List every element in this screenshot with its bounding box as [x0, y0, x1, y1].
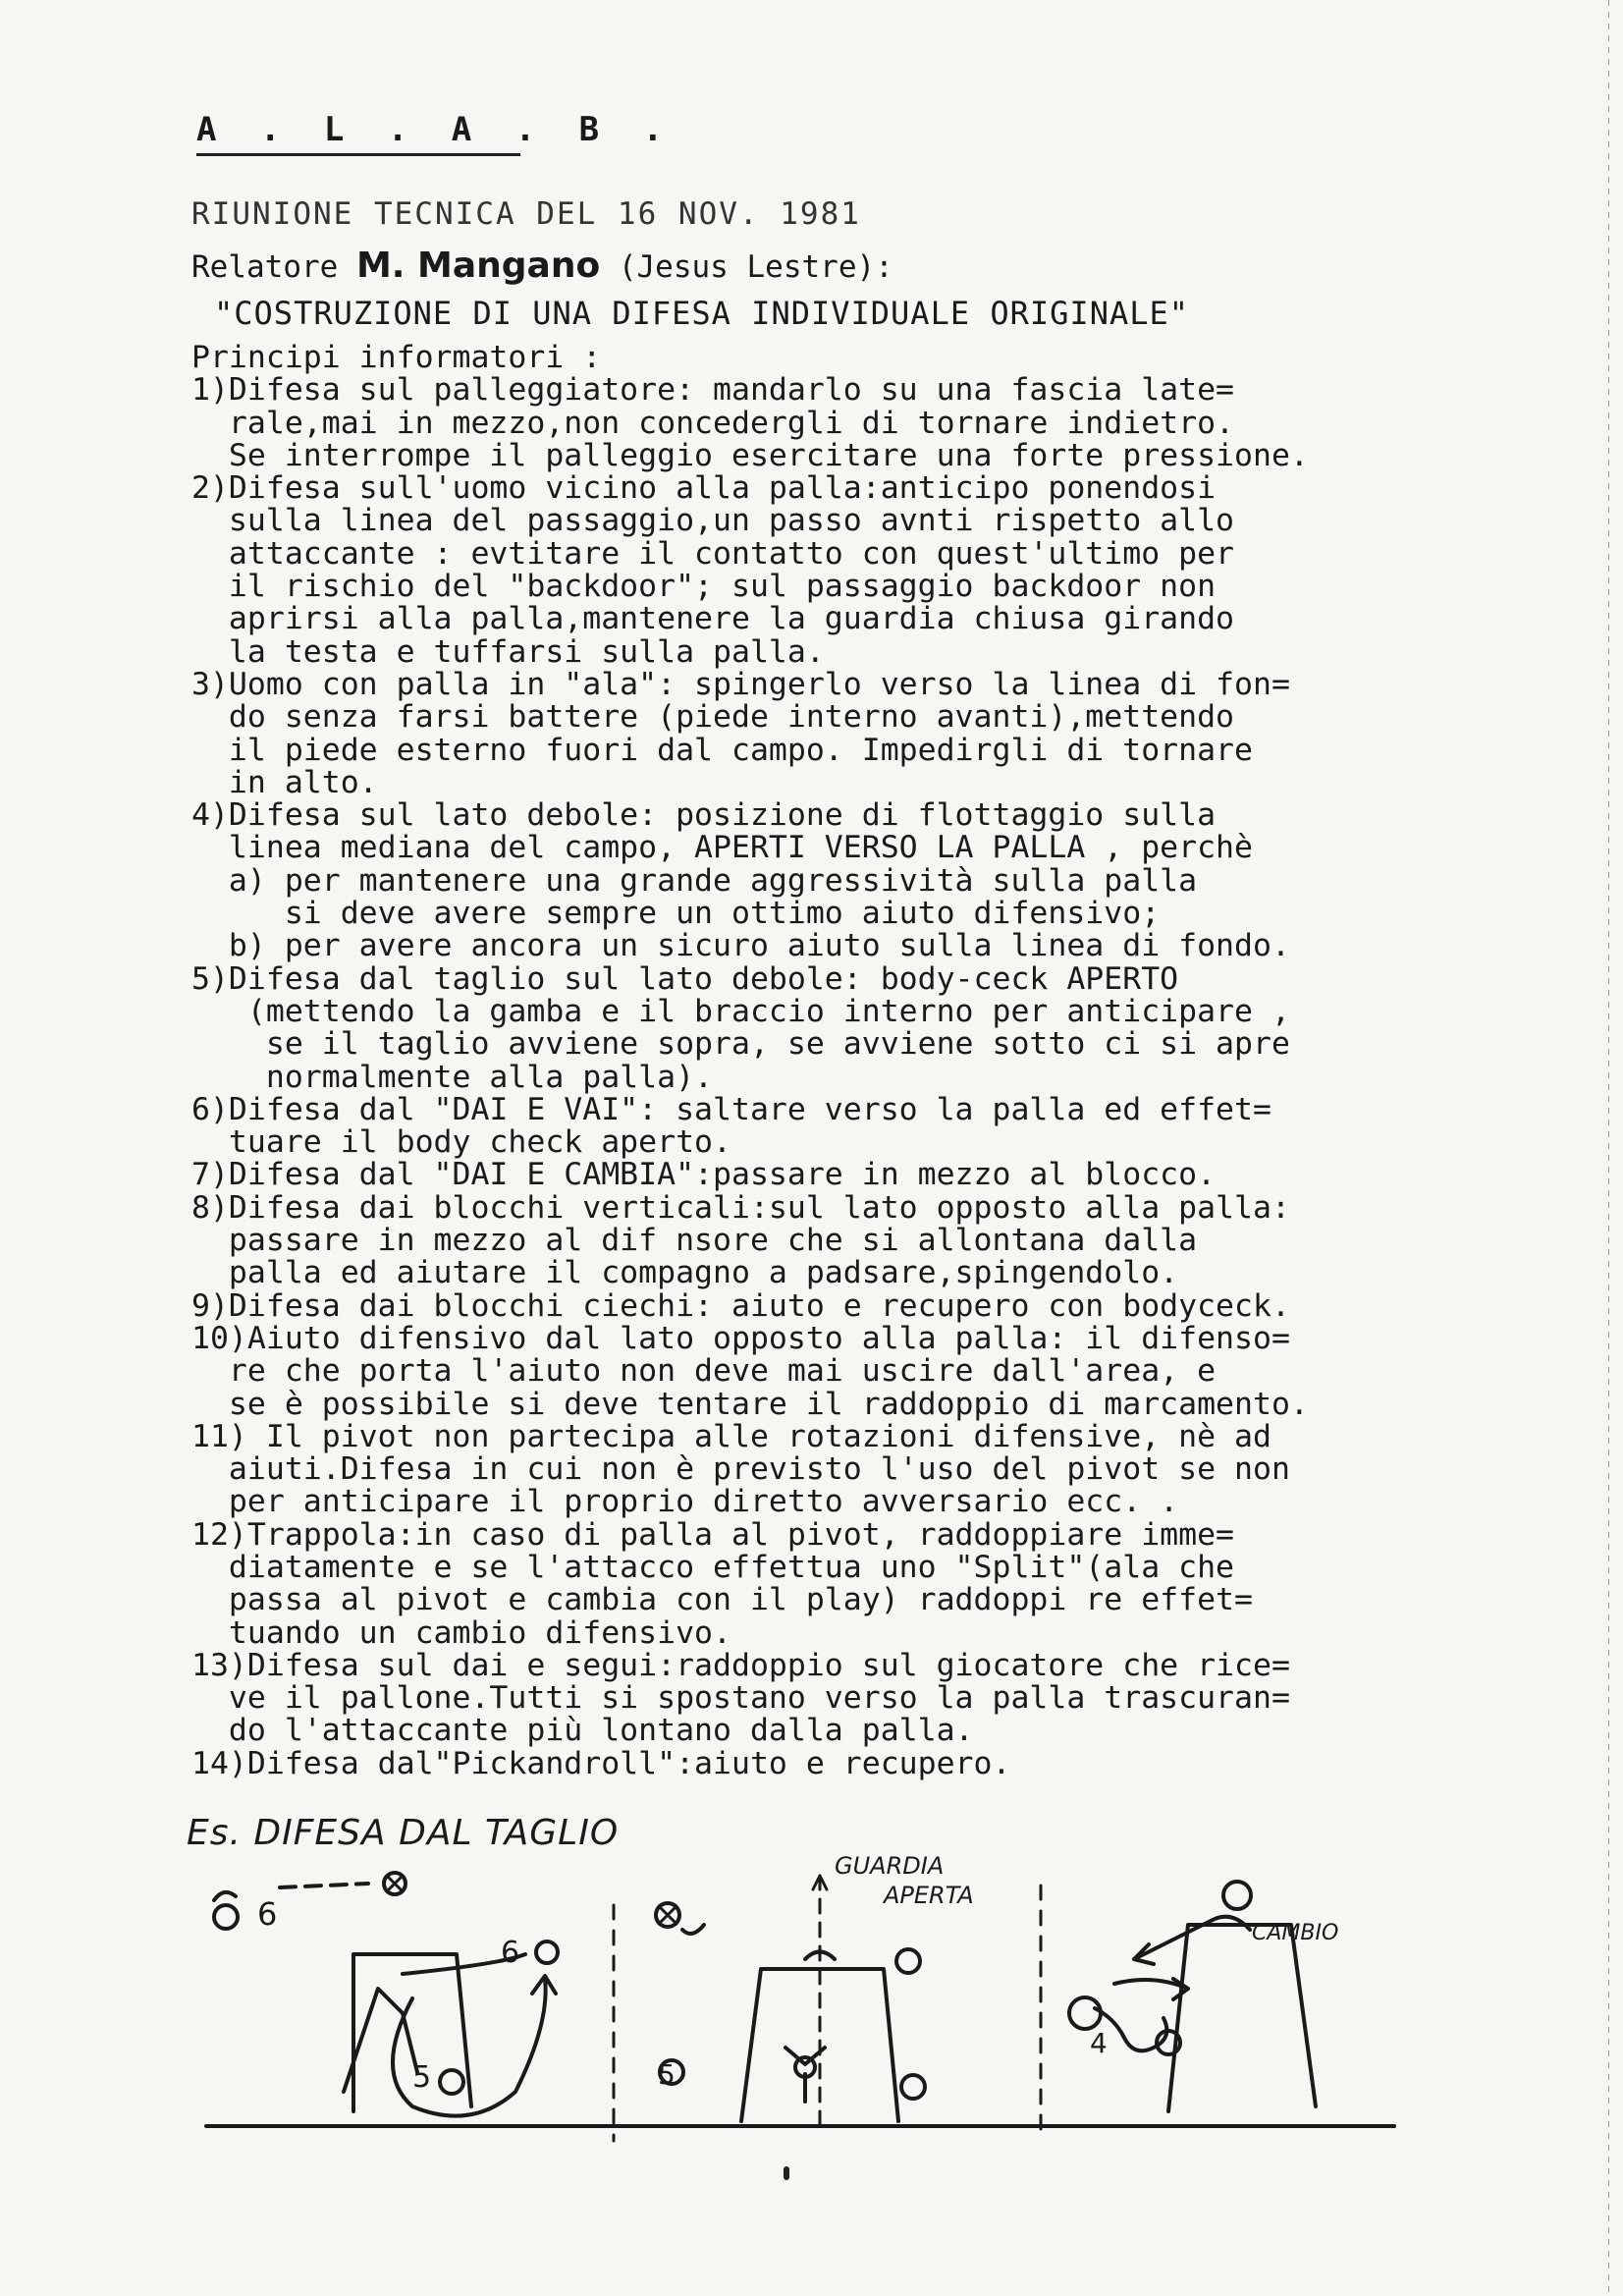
text-line: aiuti.Difesa in cui non è previsto l'uso del pivot se non [191, 1451, 1290, 1488]
text-line: la testa e tuffarsi sulla palla. [191, 633, 825, 670]
relator-prefix: Relatore [191, 249, 339, 285]
ball-icon [1069, 1997, 1101, 2029]
page-mark [784, 2166, 789, 2180]
text-line: passa al pivot e cambia con il play) raddoppi re effet= [191, 1582, 1253, 1618]
pass-arrow [1134, 1920, 1213, 1959]
text-line: (mettendo la gamba e il braccio interno per anticipare , [191, 993, 1290, 1029]
defender-label: 4 [1090, 2027, 1108, 2059]
relator-name: M. Mangano [355, 246, 601, 286]
text-line: 8)Difesa dai blocchi verticali:sul lato opposto alla palla: [191, 1189, 1290, 1226]
aperta-label: APERTA [884, 1882, 974, 1909]
text-line: linea mediana del campo, APERTI VERSO LA PALLA , perchè [191, 830, 1253, 866]
text-line: il rischio del "backdoor"; sul passaggio backdoor non [191, 569, 1217, 605]
text-line: b) per avere ancora un sicuro aiuto sulla linea di fondo. [191, 928, 1290, 964]
text-line: a) per mantenere una grande aggressività sulla palla [191, 862, 1198, 899]
text-line: aprirsi alla palla,mantenere la guardia chiusa girando [191, 601, 1235, 637]
diagram-caption: Es. DIFESA DAL TAGLIO [187, 1813, 620, 1853]
text-line: il piede esterno fuori dal campo. Impedirgli di tornare [191, 732, 1253, 768]
text-line: 7)Difesa dal "DAI E CAMBIA":passare in mezzo al blocco. [191, 1157, 1217, 1193]
player-circle [1223, 1882, 1251, 1909]
text-line: 14)Difesa dal"Pickandroll":aiuto e recupero. [191, 1745, 1011, 1781]
text-line: passare in mezzo al dif nsore che si allontana dalla [191, 1223, 1198, 1259]
text-line: sulla linea del passaggio,un passo avnti rispetto allo [191, 503, 1235, 539]
text-line: normalmente alla palla). [191, 1059, 714, 1095]
text-line: re che porta l'aiuto non deve mai uscire dall'area, e [191, 1353, 1217, 1390]
player-circle [440, 2070, 463, 2094]
key-area [1168, 1925, 1316, 2111]
guardia-label: GUARDIA [835, 1852, 945, 1880]
player-circle [896, 1949, 920, 1973]
attacker-label: 5 [658, 2058, 676, 2091]
heading-underline [196, 153, 520, 156]
player-circle [536, 1941, 558, 1963]
text-line: se il taglio avviene sopra, se avviene sotto ci si apre [191, 1026, 1290, 1063]
text-line: 6)Difesa dal "DAI E VAI": saltare verso la palla ed effet= [191, 1091, 1271, 1127]
text-line: Se interrompe il palleggio esercitare una forte pressione. [191, 437, 1309, 473]
player-circle [901, 2075, 925, 2099]
text-line: 11) Il pivot non partecipa alle rotazioni difensive, nè ad [191, 1418, 1271, 1454]
player-circle [214, 1905, 238, 1929]
text-line: 4)Difesa sul lato debole: posizione di flottaggio sulla [191, 797, 1217, 834]
text-line: 2)Difesa sull'uomo vicino alla palla:anticipo ponendosi [191, 470, 1217, 507]
text-line: in alto. [191, 764, 378, 800]
player-mark [682, 1925, 704, 1934]
cambio-label: CAMBIO [1252, 1921, 1339, 1945]
text-line: 5)Difesa dal taglio sul lato debole: body-ceck APERTO [191, 960, 1179, 997]
text-line: diatamente e se l'attacco effettua uno "Split"(ala che [191, 1549, 1235, 1585]
text-line: 3)Uomo con palla in "ala": spingerlo verso la linea di fon= [191, 666, 1290, 702]
relator-suffix: (Jesus Lestre): [618, 249, 893, 285]
text-line: rale,mai in mezzo,non concedergli di tornare indietro. [191, 405, 1235, 441]
ball-cross [659, 1906, 676, 1924]
text-line: 10)Aiuto difensivo dal lato opposto alla palla: il difenso= [191, 1320, 1290, 1356]
attacker-label: 6 [257, 1895, 278, 1933]
text-line: per anticipare il proprio diretto avversario ecc. . [191, 1484, 1179, 1520]
text-line: 9)Difesa dai blocchi ciechi: aiuto e recupero con bodyceck. [191, 1287, 1290, 1324]
text-line: tuando un cambio difensivo. [191, 1614, 731, 1651]
text-line: 1)Difesa sul palleggiatore: mandarlo su una fascia late= [191, 372, 1235, 409]
principles-text [191, 342, 1497, 1780]
document-title: "COSTRUZIONE DI UNA DIFESA INDIVIDUALE ORIGINALE" [214, 295, 1190, 332]
text-line: Principi informatori : [191, 340, 602, 375]
player-mark [214, 1892, 236, 1900]
attacker-label: 5 [412, 2060, 432, 2095]
scan-edge [1608, 0, 1609, 2296]
text-line: attaccante : evtitare il contatto con quest'ultimo per [191, 535, 1235, 572]
text-line: do senza farsi battere (piede interno avanti),mettendo [191, 699, 1235, 736]
text-line: ve il pallone.Tutti si spostano verso la palla trascuran= [191, 1680, 1290, 1717]
pass-line [280, 1884, 368, 1887]
ball-cross [387, 1876, 403, 1891]
relator-line [191, 246, 893, 286]
text-line: 12)Trappola:in caso di palla al pivot, raddoppiare imme= [191, 1516, 1235, 1553]
text-line: do l'attaccante più lontano dalla palla. [191, 1713, 974, 1749]
text-line: si deve avere sempre un ottimo aiuto difensivo; [191, 896, 1161, 932]
text-line: 13)Difesa sul dai e segui:raddoppio sul giocatore che rice= [191, 1647, 1290, 1683]
text-line: palla ed aiutare il compagno a padsare,spingendolo. [191, 1255, 1179, 1291]
text-line: se è possibile si deve tentare il raddoppio di marcamento. [191, 1386, 1309, 1422]
meeting-line: RIUNIONE TECNICA DEL 16 NOV. 1981 [191, 196, 861, 232]
text-line: tuare il body check aperto. [191, 1124, 731, 1161]
defender-label: 6 [501, 1936, 520, 1970]
organization-heading: A . L . A . B . [196, 110, 676, 149]
diagram-drawing [177, 1846, 1453, 2160]
